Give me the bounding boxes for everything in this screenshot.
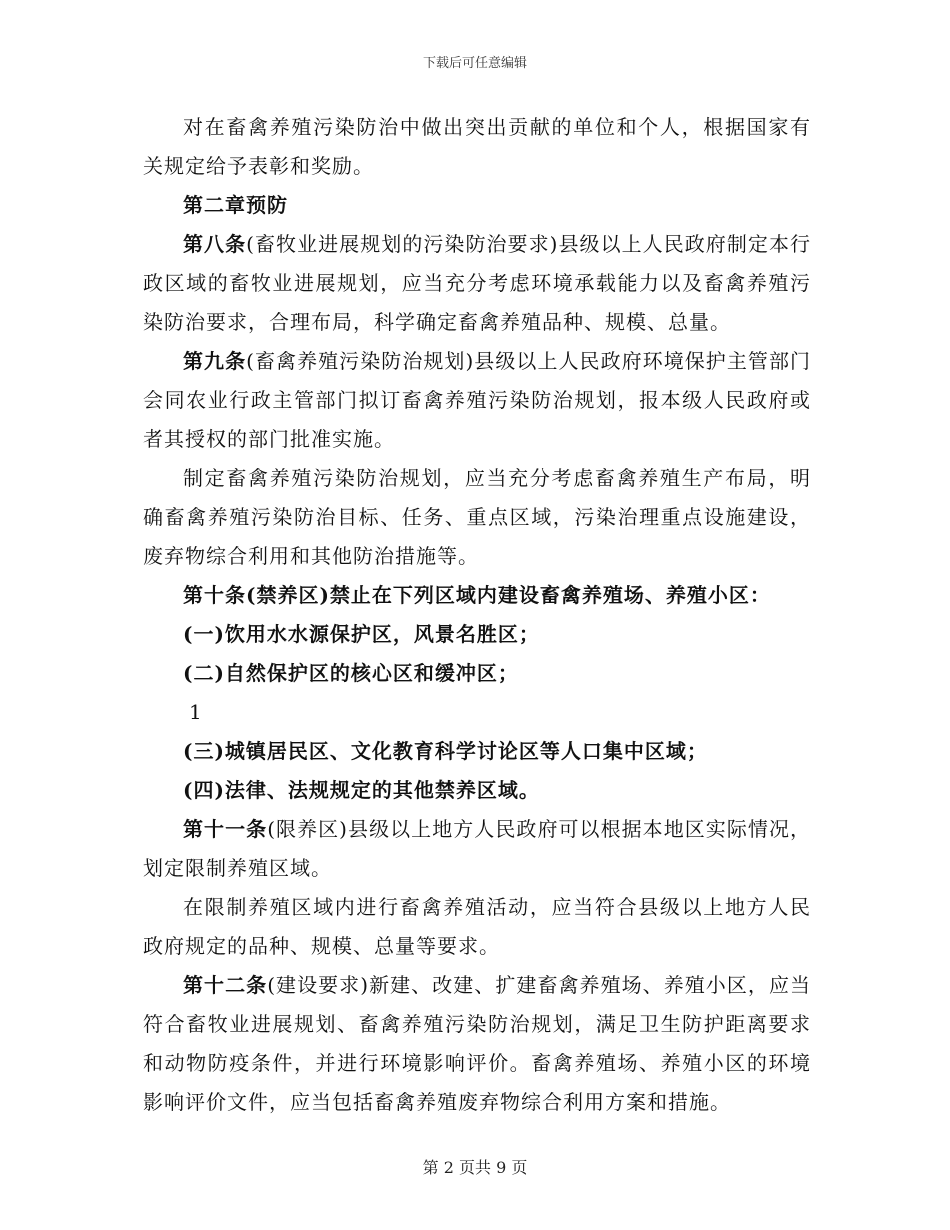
paragraph-text: (建设要求)新建、改建、扩建畜禽养殖场、养殖小区，应当符合畜牧业进展规划、畜禽养殖污染防治规划，满足卫生防护距离要求和动物防疫条件，并进行环境影响评价。畜禽养殖场、养殖小区的环境影响评价文件，应当包括畜禽养殖废弃物综合利用方案和措施。 bbox=[143, 973, 811, 1114]
paragraph-text: (畜禽养殖污染防治规划)县级以上人民政府环境保护主管部门会同农业行政主管部门拟订畜禽养殖污染防治规划，报本级人民政府或者其授权的部门批准实施。 bbox=[143, 349, 811, 451]
inline-page-number: 1 bbox=[189, 700, 202, 724]
paragraph-block-2 bbox=[143, 732, 811, 1122]
paragraph-text: 制定畜禽养殖污染防治规划，应当充分考虑畜禽养殖生产布局，明确畜禽养殖污染防治目标、任务、重点区域，污染治理重点设施建设，废弃物综合利用和其他防治措施等。 bbox=[143, 466, 811, 568]
paragraph bbox=[143, 459, 811, 576]
paragraph bbox=[143, 576, 811, 615]
paragraph bbox=[143, 108, 811, 186]
paragraph bbox=[143, 654, 811, 693]
paragraph bbox=[143, 810, 811, 888]
page-footer: 第 2 页共 9 页 bbox=[422, 1158, 528, 1177]
paragraph bbox=[143, 888, 811, 966]
paragraph-text: (四)法律、法规规定的其他禁养区域。 bbox=[183, 778, 540, 802]
paragraph-text: 对在畜禽养殖污染防治中做出突出贡献的单位和个人，根据国家有关规定给予表彰和奖励。 bbox=[143, 115, 811, 178]
paragraph-text: (二)自然保护区的核心区和缓冲区； bbox=[183, 661, 519, 685]
paragraph bbox=[143, 771, 811, 810]
paragraph-text: (限养区)县级以上地方人民政府可以根据本地区实际情况，划定限制养殖区域。 bbox=[143, 817, 811, 880]
paragraph bbox=[143, 615, 811, 654]
article-number: 第八条 bbox=[183, 232, 247, 256]
paragraph bbox=[143, 732, 811, 771]
paragraph-block-1 bbox=[143, 108, 811, 693]
document-body bbox=[143, 108, 811, 1122]
paragraph bbox=[143, 342, 811, 459]
paragraph bbox=[143, 966, 811, 1122]
article-number: 第九条 bbox=[183, 349, 247, 373]
paragraph-text: 第二章预防 bbox=[183, 193, 288, 217]
paragraph-text: (三)城镇居民区、文化教育科学讨论区等人口集中区域； bbox=[183, 739, 708, 763]
paragraph-text: (畜牧业进展规划的污染防治要求)县级以上人民政府制定本行政区域的畜牧业进展规划，应当充分考虑环境承载能力以及畜禽养殖污染防治要求，合理布局，科学确定畜禽养殖品种、规模、总量。 bbox=[143, 232, 811, 334]
article-number: 第十一条 bbox=[183, 817, 268, 841]
paragraph-text: (一)饮用水水源保护区，风景名胜区； bbox=[183, 622, 540, 646]
paragraph bbox=[143, 186, 811, 225]
paragraph bbox=[143, 225, 811, 342]
paragraph-text: 第十条(禁养区)禁止在下列区域内建设畜禽养殖场、养殖小区： bbox=[183, 583, 771, 607]
paragraph-text: 在限制养殖区域内进行畜禽养殖活动，应当符合县级以上地方人民政府规定的品种、规模、总量等要求。 bbox=[143, 895, 811, 958]
page-header: 下载后可任意编辑 bbox=[422, 56, 527, 71]
article-number: 第十二条 bbox=[183, 973, 268, 997]
